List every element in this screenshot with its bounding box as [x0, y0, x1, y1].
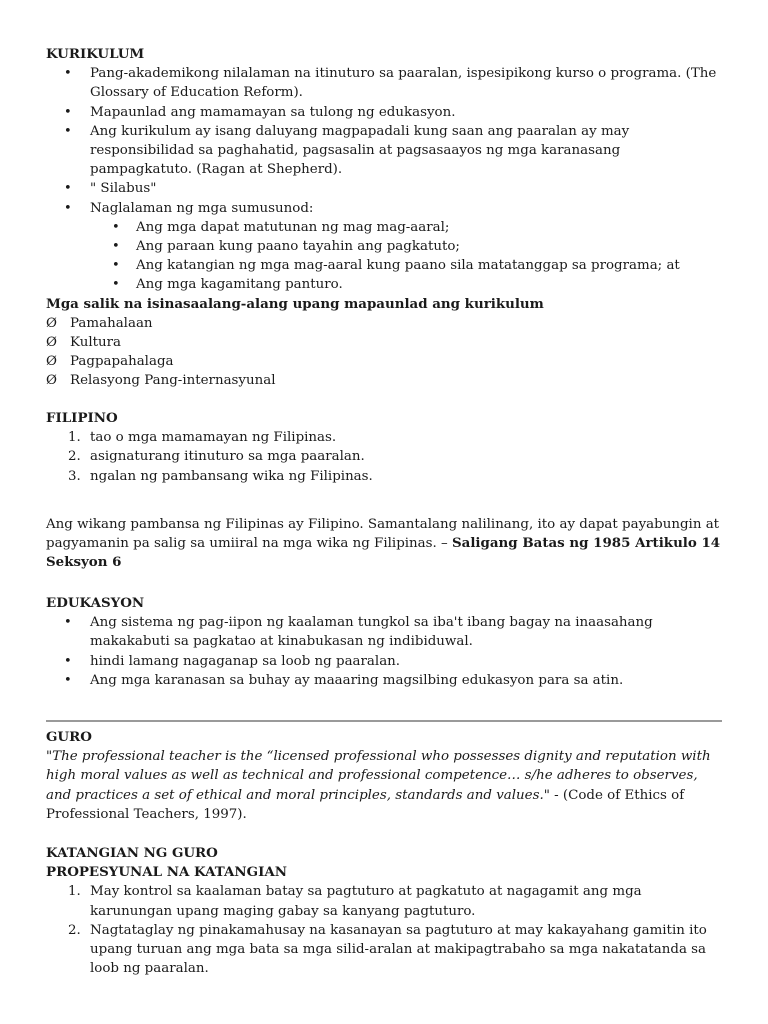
list-text: May kontrol sa kaalaman batay sa pagtuturo at pagkatuto at nagagamit ang mga karunungan upang maging gabay sa kanyang pagtuturo. — [90, 884, 642, 919]
horizontal-divider — [46, 720, 722, 722]
list-text: ngalan ng pambansang wika ng Filipinas. — [90, 468, 373, 484]
list-item — [46, 371, 726, 390]
list-text: tao o mga mamamayan ng Filipinas. — [90, 430, 337, 446]
list-item: • Mapaunlad ang mamamayan sa tulong ng edukasyon. — [46, 103, 726, 122]
guro-quote-block — [46, 747, 726, 824]
list-item: • Ang kurikulum ay isang daluyang magpapadali kung saan ang paaralan ay may responsibilidad sa paghahatid, pagsasalin at pagsasaayos ng mga karanasang pampagkatuto. (Ragan at Shepherd). — [46, 122, 726, 180]
list-item — [46, 333, 726, 352]
list-number: 1. — [68, 884, 81, 900]
filipino-list — [46, 428, 726, 486]
quote-source: - (Code of Ethics of Professional Teachers, 1997). — [46, 787, 685, 822]
edukasyon-section — [46, 594, 726, 690]
arrow-marker: Ø — [46, 373, 57, 389]
list-item: • " Silabus" — [46, 179, 726, 198]
guro-heading: GURO — [46, 729, 92, 745]
list-item — [46, 428, 726, 447]
katangian-list — [46, 882, 726, 978]
sub-list-item: • Ang katangian ng mga mag-aaral kung paano sila matatanggap sa programa; at — [46, 256, 726, 275]
salik-list — [46, 314, 726, 391]
list-number: 2. — [68, 449, 81, 465]
filipino-section — [46, 409, 726, 486]
list-number: 1. — [68, 430, 81, 446]
citation: Saligang Batas ng 1985 Artikulo 14 Seksyon 6 — [46, 535, 721, 571]
paragraph-text: Ang wikang pambansa ng Filipinas ay Filipino. Samantalang nalilinang, ito ay dapat payabungin at pagyamanin pa salig sa umiiral na mga wika ng Filipinas. – — [46, 517, 720, 552]
list-item — [46, 352, 726, 371]
quote-text: "The professional teacher is the “licensed professional who possesses dignity and reputation with high moral values as well as technical and professional competence… s/he adheres to observes, and practices a set of ethical and moral principles, standards and values." — [46, 749, 711, 803]
guro-section — [46, 728, 726, 824]
list-item: • Naglalaman ng mga sumusunod: — [46, 199, 726, 218]
list-number: 2. — [68, 922, 81, 938]
katangian-heading: KATANGIAN NG GURO — [46, 845, 218, 861]
edukasyon-heading: EDUKASYON — [46, 595, 145, 611]
list-item: • hindi lamang nagaganap sa loob ng paaralan. — [46, 652, 726, 671]
list-item — [46, 314, 726, 333]
kurikulum-sub-bullets — [46, 218, 726, 295]
salik-item-label: Kultura — [70, 335, 122, 351]
list-text: asignaturang itinuturo sa mga paaralan. — [90, 449, 365, 465]
kurikulum-section — [46, 45, 726, 391]
list-number: 3. — [68, 468, 81, 484]
list-item — [46, 447, 726, 466]
salik-heading: Mga salik na isinasaalang-alang upang mapaunlad ang kurikulum — [46, 295, 544, 312]
list-item: • Ang sistema ng pag-iipon ng kaalaman tungkol sa iba't ibang bagay na inaasahang makakabuti sa pagkatao at kinabukasan ng indibiduwal. — [46, 613, 726, 651]
list-item — [46, 921, 726, 979]
salik-item-label: Relasyong Pang-internasyunal — [70, 373, 276, 389]
salik-item-label: Pamahalaan — [70, 315, 153, 331]
list-item: • Pang-akademikong nilalaman na itinuturo sa paaralan, ispesipikong kurso o programa. (The Glossary of Education Reform). — [46, 64, 726, 102]
list-item — [46, 467, 726, 486]
arrow-marker: Ø — [46, 315, 57, 331]
arrow-marker: Ø — [46, 335, 57, 351]
salik-item-label: Pagpapahalaga — [70, 354, 174, 370]
sub-list-item: • Ang paraan kung paano tayahin ang pagkatuto; — [46, 237, 726, 256]
katangian-subheading: PROPESYUNAL NA KATANGIAN — [46, 864, 287, 881]
sub-list-item: • Ang mga dapat matutunan ng mag mag-aaral; — [46, 218, 726, 237]
edukasyon-bullets — [46, 613, 726, 690]
katangian-section — [46, 844, 726, 978]
list-text: Nagtataglay ng pinakamahusay na kasanayan sa pagtuturo at may kakayahang gamitin ito upang turuan ang mga bata sa mga silid-aralan at makipagtrabaho sa mga nakatatanda sa loob ng paaralan. — [90, 922, 707, 977]
list-item: • Ang mga karanasan sa buhay ay maaaring magsilbing edukasyon para sa atin. — [46, 671, 726, 690]
kurikulum-bullets — [46, 64, 726, 218]
filipino-heading: FILIPINO — [46, 410, 118, 426]
filipino-paragraph — [46, 515, 726, 573]
sub-list-item: • Ang mga kagamitang panturo. — [46, 275, 726, 294]
kurikulum-heading: KURIKULUM — [46, 46, 145, 62]
arrow-marker: Ø — [46, 354, 57, 370]
list-item — [46, 882, 726, 920]
